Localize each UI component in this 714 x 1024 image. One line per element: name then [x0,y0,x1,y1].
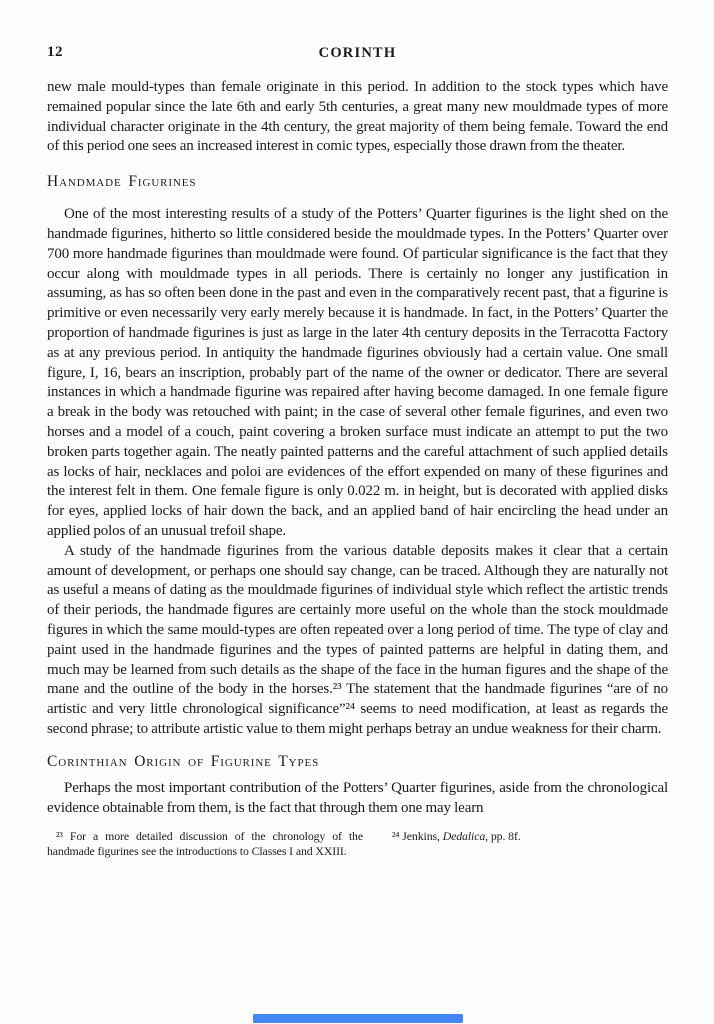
footnote-24-prefix: ²⁴ Jenkins, [392,829,443,844]
section-heading-corinthian-origin: Corinthian Origin of Figurine Types [47,752,320,770]
section-heading-handmade-figurines: Handmade Figurines [47,173,197,191]
page-number: 12 [47,44,63,60]
footnote-24 [383,829,668,857]
paragraph-handmade-2: A study of the handmade figurines from the various datable deposits makes it clear that a certain amount of development, or perhaps one should say change, can be traced. Although they are naturally not as useful a means of dating as the mouldmade figurines of individual style which reflect the artistic trends of their periods, the handmade figures are certainly more useful on the whole than the stock mouldmade figures in which the same mould-types are often repeated over a long period of time. The type of clay and paint used in the handmade figurines and the types of painted patterns are helpful in dating them, and much may be learned from such details as the shape of the face in the human figures and the shape of the mane and the outline of the body in the horses.²³ The statement that the handmade figurines “are of no artistic and very little chronological significance”²⁴ seems to need modification, at least as regards the second phrase; to attribute artistic value to them might perhaps betray an undue weakness for their charm. [47,542,668,737]
progress-indicator [253,1014,463,1023]
footnote-24-suffix: , pp. 8f. [485,829,521,844]
footnotes [47,829,668,857]
page-header [47,44,668,61]
paragraph-handmade-1: One of the most interesting results of a study of the Potters’ Quarter figurines is the light shed on the handmade figurines, hitherto so little considered beside the mouldmade types. In the Potters’ Quarter over 700 more handmade figurines than mouldmade were found. Of particular significance is the fact that they occur along with mouldmade types in all periods. There is certainly no longer any justification in assuming, as has so often been done in the past and even in the comparatively recent past, that a figurine is primitive or even necessarily very early merely because it is handmade. In fact, in the Potters’ Quarter the proportion of handmade figurines is just as large in the later 4th century deposits in the Terracotta Factory as at any previous period. In antiquity the handmade figurines obviously had a certain value. One small figure, I, 16, bears an inscription, probably part of the name of the owner or dedicator. There are several instances in which a handmade figurine was repaired after having become damaged. In one female figure a break in the body was retouched with paint; in the case of several other female figurines, and even two horses and a model of a couch, paint covering a broken surface must indicate an attempt to put the two broken parts together again. The neatly painted patterns and the careful attachment of such applied details as locks of hair, necklaces and poloi are evidences of the effort expended on many of these figurines and the interest felt in them. One female figure is only 0.022 m. in height, but is decorated with applied disks for eyes, applied locks of hair down the back, and an applied band of hair encircling the head under an applied polos of an unusual trefoil shape. [47,206,668,539]
footnote-24-work-title: Dedalica [442,829,486,844]
page-body [47,78,668,818]
running-title: CORINTH [318,45,397,61]
paragraph-corinthian-origin: Perhaps the most important contribution of the Potters’ Quarter figurines, aside from the chronological evidence obtainable from them, is the fact that through them one may learn [47,779,668,816]
footnote-23: ²³ For a more detailed discussion of the chronology of the handmade figurines see the introductions to Classes I and XXIII. [47,829,363,858]
paragraph-continued: new male mould-types than female originate in this period. In addition to the stock types which have remained popular since the late 6th and early 5th centuries, a great many new mouldmade types of more individual character originate in the 4th century, the great majority of them being female. Toward the end of this period one sees an increased interest in comic types, especially those drawn from the theater. [47,79,668,155]
